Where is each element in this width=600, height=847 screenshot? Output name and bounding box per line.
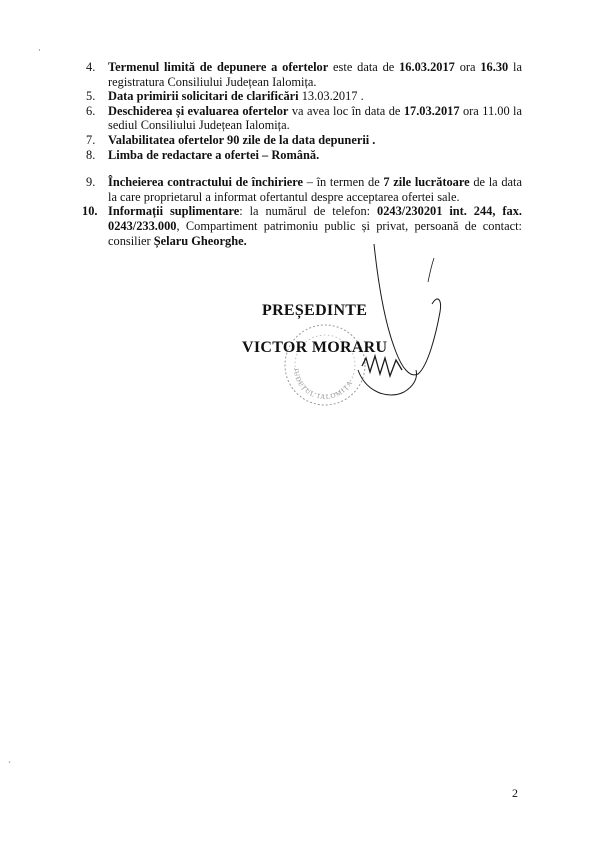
item-label: Data primirii solicitari de clarificări <box>108 89 299 104</box>
conditions-list <box>82 60 522 248</box>
signature-block <box>236 302 436 422</box>
scan-speck: · <box>38 45 41 55</box>
item-label: Informații suplimentare <box>108 204 240 219</box>
list-item-10: 10. Informații suplimentare: la numărul de telefon: 0243/230201 int. 244, fax. 0243/233.000, Compartiment patrimoniu public și privat, persoană de contact: consilier Șelaru Gheorghe. <box>82 204 522 248</box>
item-label: Termenul limită de depunere a ofertelor <box>108 60 329 74</box>
spacer <box>86 162 522 175</box>
item-number: 6. <box>86 103 96 118</box>
item-label: Deschiderea și evaluarea ofertelor <box>108 103 289 118</box>
item-number: 10. <box>82 204 98 219</box>
item-number: 5. <box>86 89 96 104</box>
stamp-text: JUDEȚUL IALOMIȚA <box>291 367 355 402</box>
handwritten-signature <box>344 242 454 422</box>
signatory-name: VICTOR MORARU <box>242 339 388 356</box>
item-number: 7. <box>86 132 96 147</box>
item-label: Încheierea contractului de închiriere <box>108 175 304 190</box>
list-item-5: 5. Data primirii solicitari de clarificări 13.03.2017 . <box>86 89 364 104</box>
signatory-title: PREȘEDINTE <box>262 302 368 319</box>
item-number: 8. <box>86 147 96 162</box>
list-item-7 <box>86 133 522 148</box>
list-item-8 <box>86 148 522 163</box>
list-item-9: 9. Încheierea contractului de închiriere – în termen de 7 zile lucrătoare de la data la care proprietarul a informat ofertantul despre acceptarea ofertei sale. <box>86 175 522 204</box>
item-number: 4. <box>86 60 96 74</box>
page-number: 2 <box>512 786 518 800</box>
item-label: Limba de redactare a ofertei – Română. <box>108 147 320 162</box>
list-item-4: 4. Termenul limită de depunere a ofertelor este data de 16.03.2017 ora 16.30 la registratura Consiliului Județean Ialomița. <box>86 60 522 89</box>
list-item-6: 6. Deschiderea și evaluarea ofertelor va avea loc în data de 17.03.2017 ora 11.00 la sediul Consiliului Județean Ialomița. <box>86 103 522 133</box>
item-number: 9. <box>86 175 96 190</box>
item-label: Valabilitatea ofertelor 90 zile de la data depunerii . <box>108 132 376 147</box>
scan-speck: ˊ <box>8 760 11 770</box>
